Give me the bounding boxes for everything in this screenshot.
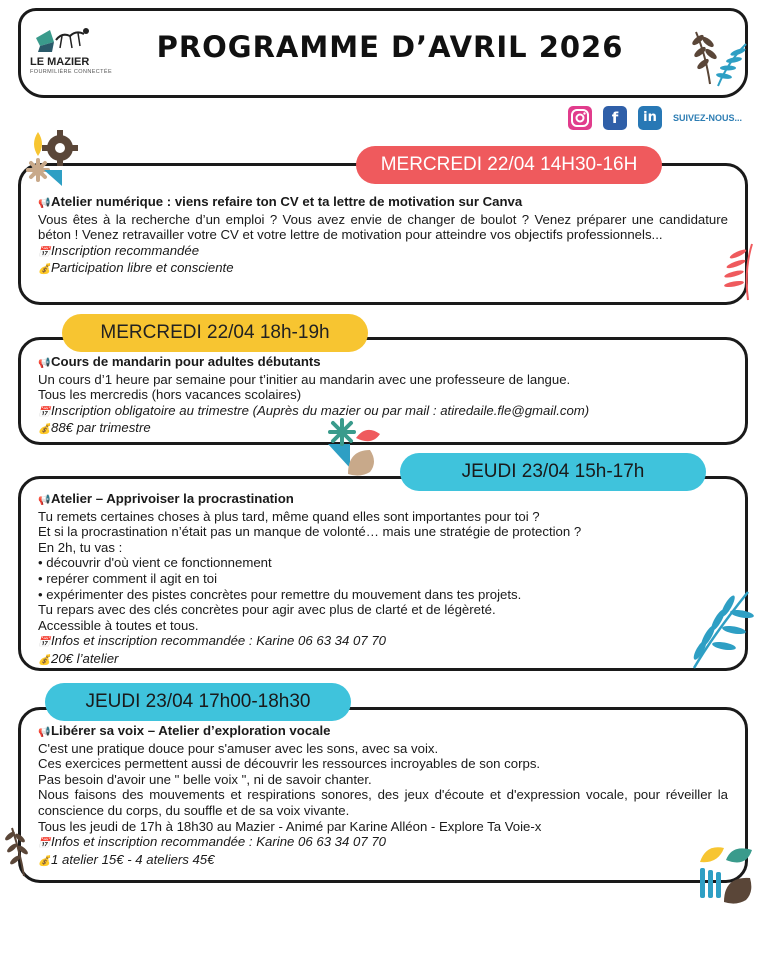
event-title: Atelier numérique : viens refaire ton CV et ta lettre de motivation sur Canva — [51, 194, 523, 209]
logo-name: LE MAZIER — [30, 56, 90, 68]
event-title: Libérer sa voix – Atelier d’exploration vocale — [51, 723, 331, 738]
leaves-decoration-icon — [688, 26, 750, 88]
shapes-decoration-icon — [696, 842, 754, 904]
blue-leaves-decoration-icon — [684, 584, 754, 670]
event-content — [38, 194, 728, 278]
logo-subtitle: FOURMILIÈRE CONNECTÉE — [30, 69, 113, 75]
follow-us-label[interactable]: SUIVEZ-NOUS... — [673, 113, 743, 123]
event-date-badge: JEUDI 23/04 17h00-18h30 — [45, 683, 351, 721]
event-description: Tu remets certaines choses à plus tard, même quand elles sont importantes pour toi ? — [38, 508, 540, 524]
event-content — [38, 491, 728, 669]
event-content — [38, 723, 728, 869]
calendar-icon: 📅 — [38, 406, 51, 418]
event-registration: Infos et inscription recommandée : Karine 06 63 34 07 70 — [51, 834, 387, 850]
money-bag-icon: 💰 — [38, 654, 51, 666]
event-description: Ces exercices permettent aussi de découvrir les ressources incroyables de son corps. — [38, 756, 541, 772]
event-description: Pas besoin d'avoir une " belle voix ", ni de savoir chanter. — [38, 771, 372, 787]
event-description: Et si la procrastination n’était pas un manque de volonté… mais une stratégie de protection ? — [38, 524, 582, 540]
calendar-icon: 📅 — [38, 838, 51, 850]
event-title: Atelier – Apprivoiser la procrastination — [51, 491, 294, 506]
page-title: PROGRAMME D’AVRIL 2026 — [156, 30, 624, 64]
event-description: C'est une pratique douce pour s'amuser avec les sons, avec sa voix. — [38, 740, 439, 756]
event-registration: Inscription obligatoire au trimestre (Auprès du mazier ou par mail : atiredaile.fle@gmail.com) — [51, 402, 590, 418]
coral-leaf-decoration-icon — [718, 240, 758, 302]
event-description: Un cours d’1 heure par semaine pour t’initier au mandarin avec une professeure de langue. — [38, 371, 571, 387]
money-bag-icon: 💰 — [38, 855, 51, 867]
event-description: Tous les jeudi de 17h à 18h30 au Mazier - Animé par Karine Alléon - Explore Ta Voie-x — [38, 818, 542, 834]
flower-decoration-icon — [326, 418, 382, 476]
event-title: Cours de mandarin pour adultes débutants — [51, 354, 321, 369]
event-price: 88€ par trimestre — [51, 420, 151, 436]
money-bag-icon: 💰 — [38, 424, 51, 436]
instagram-icon[interactable] — [568, 106, 592, 130]
event-description: En 2h, tu vas : — [38, 539, 123, 555]
megaphone-icon: 📢 — [38, 495, 51, 506]
event-registration: Infos et inscription recommandée : Karine 06 63 34 07 70 — [51, 633, 387, 649]
facebook-icon[interactable]: f — [603, 106, 627, 130]
calendar-icon: 📅 — [38, 637, 51, 649]
event-date-badge: JEUDI 23/04 15h-17h — [400, 453, 706, 491]
gear-decoration-icon — [18, 126, 82, 188]
event-description: • découvrir d'où vient ce fonctionnement — [38, 555, 272, 571]
event-content — [38, 354, 728, 438]
calendar-icon: 📅 — [38, 246, 51, 258]
megaphone-icon: 📢 — [38, 727, 51, 738]
money-bag-icon: 💰 — [38, 264, 51, 276]
event-description: Vous êtes à la recherche d’un emploi ? Vous avez envie de changer de boulot ? Venez préparer une candidature béton ! Venez retravailler votre CV et votre lettre de motivation pour atteindre vos objectifs professionnels... — [38, 211, 728, 243]
event-description: Tu repars avec des clés concrètes pour agir avec plus de clarté et de légèreté. — [38, 602, 496, 618]
event-price: Participation libre et consciente — [51, 260, 234, 276]
event-price: 20€ l’atelier — [51, 650, 119, 666]
event-description: Accessible à toutes et tous. — [38, 617, 199, 633]
event-price: 1 atelier 15€ - 4 ateliers 45€ — [51, 851, 215, 867]
event-description: Nous faisons des mouvements et respirations sonores, des jeux d'écoute et d'expression vocale, pour réveiller la conscience du corps, du souffle et de sa voix vivante. — [38, 787, 728, 818]
megaphone-icon: 📢 — [38, 358, 51, 369]
event-description: Tous les mercredis (hors vacances scolaires) — [38, 387, 302, 403]
brown-leaves-decoration-icon — [2, 824, 32, 878]
event-description: • repérer comment il agit en toi — [38, 570, 218, 586]
event-description: • expérimenter des pistes concrètes pour remettre du mouvement dans tes projets. — [38, 586, 522, 602]
event-date-badge: MERCREDI 22/04 14H30-16H — [356, 146, 662, 184]
event-date-badge: MERCREDI 22/04 18h-19h — [62, 314, 368, 352]
megaphone-icon: 📢 — [38, 198, 51, 209]
linkedin-icon[interactable]: in — [638, 106, 662, 130]
event-registration: Inscription recommandée — [51, 242, 200, 258]
